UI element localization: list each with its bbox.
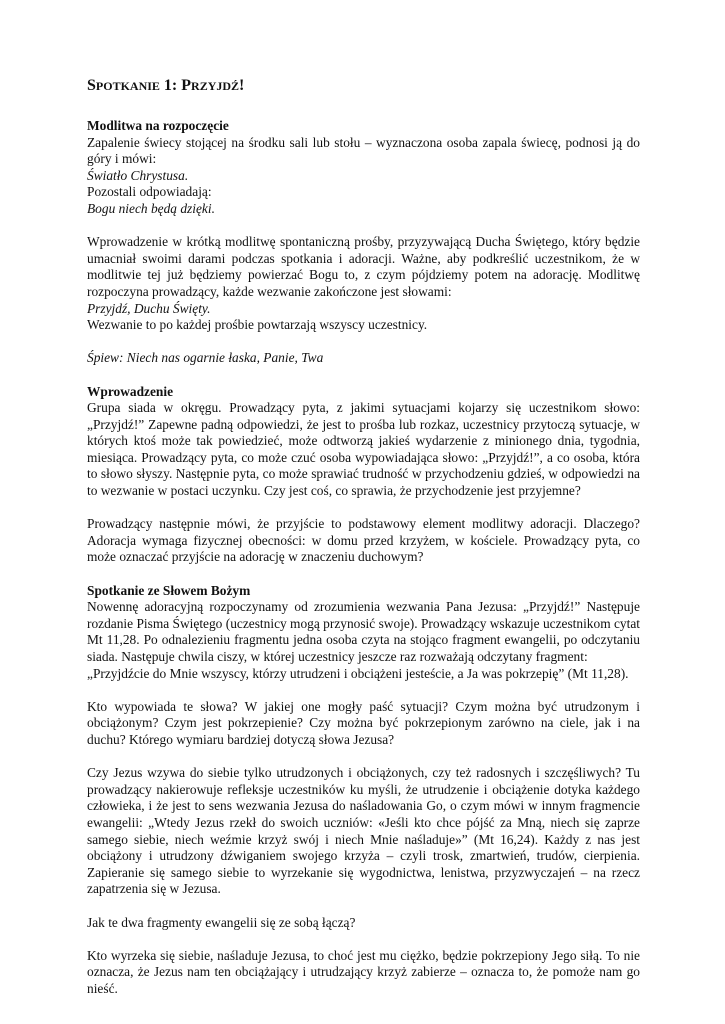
section-heading-opening-prayer: Modlitwa na rozpoczęcie [87, 118, 229, 133]
section-heading-word-of-god: Spotkanie ze Słowem Bożym [87, 582, 251, 598]
title-rest-2: RZYJDŹ [191, 79, 240, 93]
word-of-god-paragraph-2: Kto wypowiada te słowa? W jakiej one mogły paść sytuacji? Czym można być utrudzonym i obciążonym? Czym jest pokrzepienie? Czy można być pokrzepionym zarówno na ciele, jak i na duchu? Którego wymiaru bardziej dotyczą słowa Jezusa? [87, 698, 640, 747]
scripture-quote: „Przyjdźcie do Mnie wszyscy, którzy utrudzeni i obciążeni jesteście, a Ja was pokrzepię” (Mt 11,28). [87, 665, 629, 681]
title-initial-1: S [87, 77, 96, 94]
document-page [87, 76, 640, 1014]
title-end: ! [239, 77, 245, 94]
opening-prayer-call: Światło Chrystusa. [87, 167, 189, 183]
invocation-repeat: Wezwanie to po każdej prośbie powtarzają wszyscy uczestnicy. [87, 317, 428, 333]
word-of-god-paragraph-4: Jak te dwa fragmenty ewangelii się ze sobą łączą? [87, 914, 356, 930]
opening-prayer-response: Bogu niech będą dzięki. [87, 200, 215, 216]
word-of-god-paragraph-1: Nowennę adoracyjną rozpoczynamy od zrozumienia wezwania Pana Jezusa: „Przyjdź!” Następuje rozdanie Pisma Świętego (uczestnicy mogą przynosić swoje). Prowadzący wskazuje uczestnikom cytat Mt 11,28. Po odnalezieniu fragmentu jedna osoba czyta na stojąco fragment ewangelii, po odczytaniu siada. Następuje chwila ciszy, w której uczestnicy jeszcze raz rozważają odczytany fragment: [87, 599, 640, 664]
introduction-paragraph-1: Grupa siada w okręgu. Prowadzący pyta, z jakimi sytuacjami kojarzy się uczestnikom słowo: „Przyjdź!” Zapewne padną odpowiedzi, że jest to prośba lub rozkaz, uczestnicy przytoczą sytuacje, w których ktoś może tak powiedzieć, może odtworzą jakieś wydarzenie z minionego dnia, tygodnia, miesiąca. Prowadzący pyta, co może czuć osoba wypowiadająca słowo: „Przyjdź!”, a co osoba, która to słowo słyszy. Następnie pyta, co może sprawiać trudność w przychodzeniu gdzieś, w odpowiedzi na to wezwanie w postaci uczynku. Czy jest coś, co sprawia, że przychodzenie jest przyjemne? [87, 400, 640, 499]
title-rest-1: POTKANIE [95, 79, 160, 93]
spontaneous-prayer-text: Wprowadzenie w krótką modlitwę spontaniczną prośby, przyzywającą Ducha Świętego, który będzie umacniał swoimi darami podczas spotkania i adoracji. Ważne, aby podkreślić uczestnikom, że w modlitwie tej już będziemy powierzać Bogu to, z czym pójdziemy potem na adorację. Modlitwę rozpoczyna prowadzący, każde wezwanie zakończone jest słowami: [87, 234, 640, 299]
section-heading-introduction: Wprowadzenie [87, 383, 174, 399]
word-of-god-block [87, 599, 640, 682]
page-title [87, 76, 640, 96]
opening-prayer-intro: Zapalenie świecy stojącej na środku sali lub stołu – wyznaczona osoba zapala świecę, podnosi ją do góry i mówi: [87, 134, 640, 167]
opening-prayer-block [87, 135, 640, 218]
word-of-god-paragraph-3: Czy Jezus wzywa do siebie tylko utrudzonych i obciążonych, czy też radosnych i szczęśliwych? Tu prowadzący nakierowuje refleksje uczestników ku myśli, że utrudzenie i obciążenie dotyka każdego człowieka, i że jest to sens wezwania Jezusa do naśladowania Go, o czym mówi w innym fragmencie ewangelii: „Wtedy Jezus rzekł do swoich uczniów: «Jeśli kto chce pójść za Mną, niech się zaprze samego siebie, niech weźmie krzyż swój i niech Mnie naśladuje»” (Mt 16,24). Każdy z nas jest obciążony i utrudzony dźwiganiem swojego krzyża – czyli trosk, zmartwień, trudów, cierpienia. Zapieranie się samego siebie to wyrzekanie się wygodnictwa, lenistwa, przyzwyczajeń – na rzecz zapatrzenia się w Jezusa. [87, 765, 640, 897]
title-number: 1: [159, 77, 182, 94]
invocation-text: Przyjdź, Duchu Święty. [87, 300, 211, 316]
song-line: Śpiew: Niech nas ogarnie łaska, Panie, Twa [87, 350, 324, 366]
opening-prayer-others: Pozostali odpowiadają: [87, 184, 212, 200]
spontaneous-prayer-block [87, 234, 640, 334]
introduction-paragraph-2: Prowadzący następnie mówi, że przyjście to podstawowy element modlitwy adoracji. Dlaczego? Adoracja wymaga fizycznej obecności: w domu przed krzyżem, w kościele. Prowadzący pyta, co może oznaczać przyjście na adorację w znaczeniu duchowym? [87, 516, 640, 565]
title-initial-2: P [181, 77, 192, 94]
word-of-god-paragraph-5: Kto wyrzeka się siebie, naśladuje Jezusa, to choć jest mu ciężko, będzie pokrzepiony Jego siłą. To nie oznacza, że Jezus nam ten obciążający i utrudzający krzyż zabierze – oznacza to, że pomoże nam go nieść. [87, 947, 640, 996]
